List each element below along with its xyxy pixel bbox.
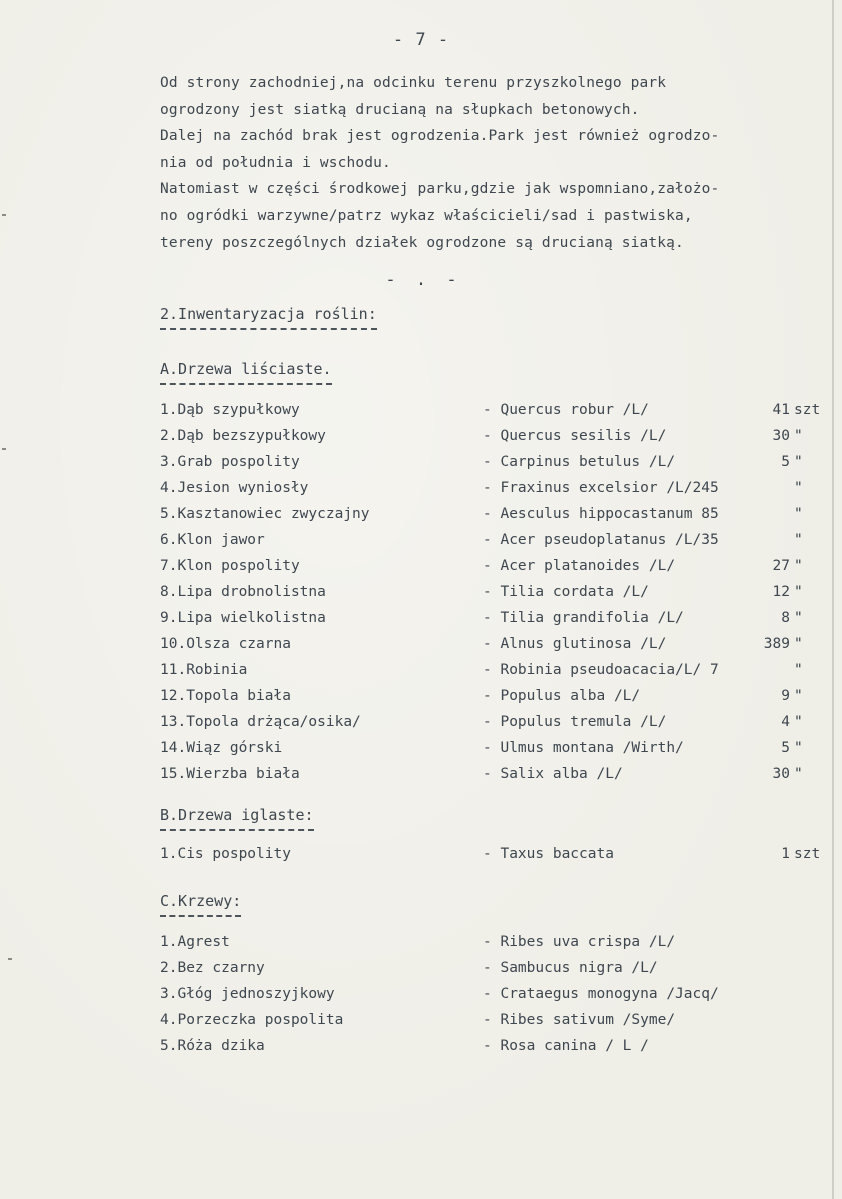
plant-name: 13.Topola drżąca/osika/ bbox=[160, 714, 361, 730]
margin-mark bbox=[2, 214, 6, 216]
conifers-heading bbox=[160, 806, 314, 831]
margin-mark bbox=[8, 958, 12, 960]
page-number: - 7 - bbox=[392, 30, 450, 50]
deciduous-heading bbox=[160, 360, 332, 385]
list-item bbox=[160, 662, 820, 688]
list-item bbox=[160, 428, 820, 454]
latin-name: - Robinia pseudoacacia/L/ 7 bbox=[483, 662, 719, 678]
count-unit: szt bbox=[794, 402, 821, 418]
latin-name: - Fraxinus excelsior /L/245 bbox=[483, 480, 719, 496]
shrubs-heading-text: C.Krzewy: bbox=[160, 892, 241, 917]
list-item bbox=[160, 846, 820, 872]
intro-line: tereny poszczególnych działek ogrodzone są drucianą siatką. bbox=[160, 234, 684, 251]
list-item bbox=[160, 1038, 820, 1064]
plant-name: 7.Klon pospolity bbox=[160, 558, 300, 574]
plant-count: 30 bbox=[772, 766, 790, 782]
plant-name: 1.Cis pospolity bbox=[160, 846, 291, 862]
list-item bbox=[160, 1012, 820, 1038]
plant-name: 6.Klon jawor bbox=[160, 532, 265, 548]
plant-name: 5.Kasztanowiec zwyczajny bbox=[160, 506, 370, 522]
intro-line: Natomiast w części środkowej parku,gdzie jak wspomniano,założo- bbox=[160, 181, 720, 198]
list-item bbox=[160, 532, 820, 558]
margin-mark bbox=[2, 448, 6, 450]
count-unit: " bbox=[794, 428, 803, 444]
plant-name: 2.Dąb bezszypułkowy bbox=[160, 428, 326, 444]
plant-count: 12 bbox=[772, 584, 790, 600]
intro-line: no ogródki warzywne/patrz wykaz właścicieli/sad i pastwiska, bbox=[160, 207, 693, 224]
plant-name: 1.Agrest bbox=[160, 934, 230, 950]
list-item bbox=[160, 766, 820, 792]
latin-name: - Aesculus hippocastanum 85 bbox=[483, 506, 719, 522]
plant-count: 4 bbox=[781, 714, 790, 730]
count-unit: " bbox=[794, 610, 803, 626]
count-unit: " bbox=[794, 532, 803, 548]
plant-count: 27 bbox=[772, 558, 790, 574]
plant-name: 14.Wiąz górski bbox=[160, 740, 283, 756]
plant-count: 41 bbox=[772, 402, 790, 418]
conifers-heading-text: B.Drzewa iglaste: bbox=[160, 806, 314, 831]
count-unit: " bbox=[794, 558, 803, 574]
list-item bbox=[160, 740, 820, 766]
plant-name: 11.Robinia bbox=[160, 662, 248, 678]
plant-count: 8 bbox=[781, 610, 790, 626]
plant-name: 2.Bez czarny bbox=[160, 960, 265, 976]
section-heading bbox=[160, 305, 377, 330]
list-item bbox=[160, 506, 820, 532]
intro-line: nia od południa i wschodu. bbox=[160, 154, 391, 171]
count-unit: " bbox=[794, 766, 803, 782]
list-item bbox=[160, 584, 820, 610]
latin-name: - Acer pseudoplatanus /L/35 bbox=[483, 532, 719, 548]
plant-name: 4.Porzeczka pospolita bbox=[160, 1012, 344, 1028]
plant-count: 389 bbox=[763, 636, 790, 652]
list-item bbox=[160, 688, 820, 714]
intro-line: Dalej na zachód brak jest ogrodzenia.Park jest również ogrodzo- bbox=[160, 128, 720, 145]
list-item bbox=[160, 454, 820, 480]
shrubs-heading bbox=[160, 892, 241, 917]
section-separator: - . - bbox=[385, 270, 457, 290]
list-item bbox=[160, 610, 820, 636]
count-unit: " bbox=[794, 480, 803, 496]
count-unit: szt bbox=[794, 846, 821, 862]
list-item bbox=[160, 558, 820, 584]
latin-name: - Sambucus nigra /L/ bbox=[483, 960, 658, 976]
latin-name: - Ribes sativum /Syme/ bbox=[483, 1012, 676, 1028]
plant-name: 3.Głóg jednoszyjkowy bbox=[160, 986, 335, 1002]
deciduous-heading-text: A.Drzewa liściaste. bbox=[160, 360, 332, 385]
plant-name: 15.Wierzba biała bbox=[160, 766, 300, 782]
plant-count: 1 bbox=[781, 846, 790, 862]
plant-name: 9.Lipa wielkolistna bbox=[160, 610, 326, 626]
section-heading-text: 2.Inwentaryzacja roślin: bbox=[160, 305, 377, 330]
list-item bbox=[160, 480, 820, 506]
list-item bbox=[160, 402, 820, 428]
latin-name: - Ribes uva crispa /L/ bbox=[483, 934, 676, 950]
plant-name: 1.Dąb szypułkowy bbox=[160, 402, 300, 418]
count-unit: " bbox=[794, 636, 803, 652]
list-item bbox=[160, 636, 820, 662]
count-unit: " bbox=[794, 584, 803, 600]
latin-name: - Carpinus betulus /L/ bbox=[483, 454, 676, 470]
count-unit: " bbox=[794, 454, 803, 470]
list-item bbox=[160, 934, 820, 960]
plant-name: 5.Róża dzika bbox=[160, 1038, 265, 1054]
page-edge-shadow bbox=[832, 0, 834, 1199]
latin-name: - Taxus baccata bbox=[483, 846, 614, 862]
count-unit: " bbox=[794, 506, 803, 522]
plant-count: 5 bbox=[781, 454, 790, 470]
latin-name: - Tilia grandifolia /L/ bbox=[483, 610, 684, 626]
latin-name: - Alnus glutinosa /L/ bbox=[483, 636, 667, 652]
latin-name: - Populus tremula /L/ bbox=[483, 714, 667, 730]
latin-name: - Ulmus montana /Wirth/ bbox=[483, 740, 684, 756]
list-item bbox=[160, 714, 820, 740]
list-item bbox=[160, 986, 820, 1012]
plant-name: 8.Lipa drobnolistna bbox=[160, 584, 326, 600]
latin-name: - Quercus robur /L/ bbox=[483, 402, 649, 418]
count-unit: " bbox=[794, 688, 803, 704]
list-item bbox=[160, 960, 820, 986]
plant-count: 5 bbox=[781, 740, 790, 756]
latin-name: - Acer platanoides /L/ bbox=[483, 558, 676, 574]
plant-name: 10.Olsza czarna bbox=[160, 636, 291, 652]
intro-line: Od strony zachodniej,na odcinku terenu przyszkolnego park bbox=[160, 75, 667, 91]
plant-name: 3.Grab pospolity bbox=[160, 454, 300, 470]
latin-name: - Rosa canina / L / bbox=[483, 1038, 649, 1054]
plant-name: 12.Topola biała bbox=[160, 688, 291, 704]
intro-line: ogrodzony jest siatką drucianą na słupkach betonowych. bbox=[160, 101, 640, 118]
intro-paragraph bbox=[160, 70, 830, 256]
latin-name: - Crataegus monogyna /Jacq/ bbox=[483, 986, 719, 1002]
count-unit: " bbox=[794, 662, 803, 678]
latin-name: - Populus alba /L/ bbox=[483, 688, 641, 704]
latin-name: - Salix alba /L/ bbox=[483, 766, 623, 782]
plant-count: 9 bbox=[781, 688, 790, 704]
plant-count: 30 bbox=[772, 428, 790, 444]
plant-name: 4.Jesion wyniosły bbox=[160, 480, 309, 496]
count-unit: " bbox=[794, 714, 803, 730]
latin-name: - Quercus sesilis /L/ bbox=[483, 428, 667, 444]
count-unit: " bbox=[794, 740, 803, 756]
latin-name: - Tilia cordata /L/ bbox=[483, 584, 649, 600]
